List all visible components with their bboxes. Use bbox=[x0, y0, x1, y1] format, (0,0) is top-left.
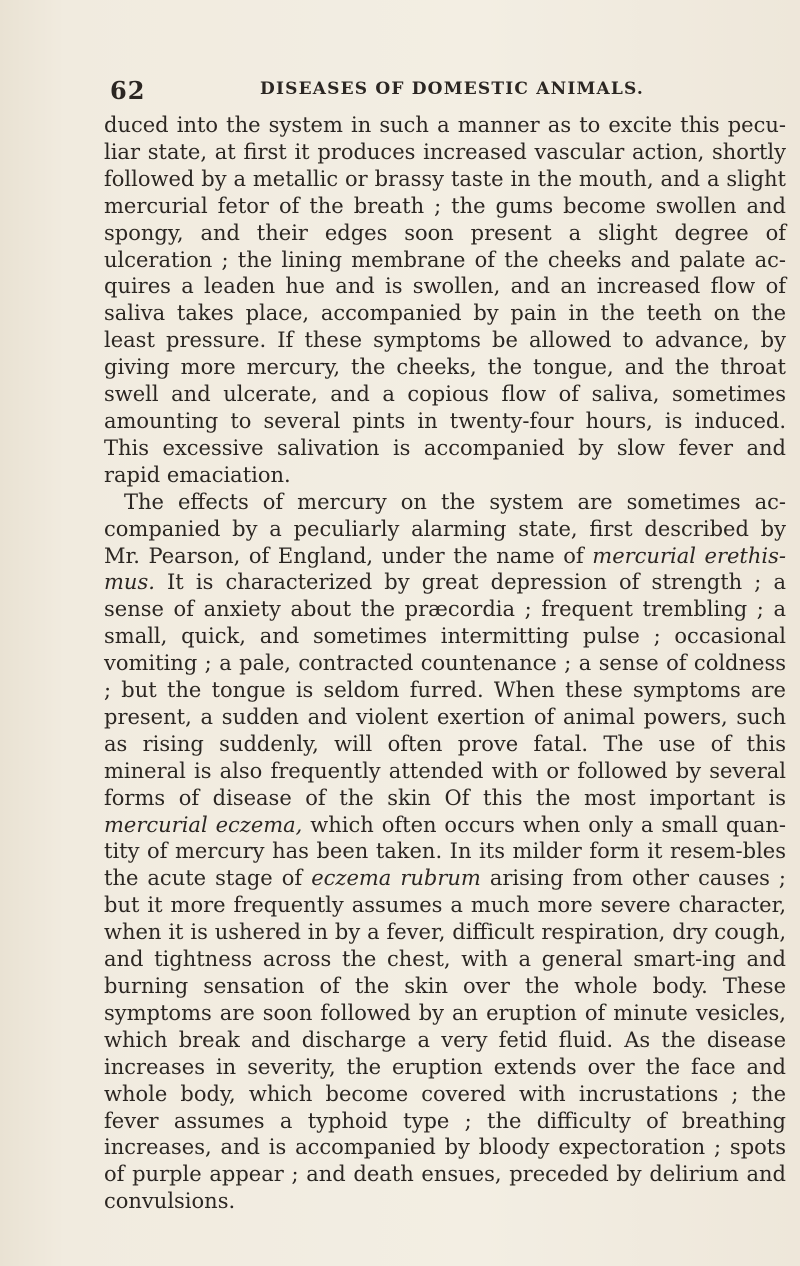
italic-term: mercurial erethis-mus. bbox=[104, 543, 786, 595]
text-segment: which often occurs when only a small quan-tity of mercury has been taken. In its milder form it resem-bles the acute stage of bbox=[104, 812, 786, 891]
page-number: 62 bbox=[110, 76, 146, 105]
body-text bbox=[104, 112, 786, 1215]
text-segment: arising from other causes ; but it more frequently assumes a much more severe character, when it is ushered in by a fever, difficult respiration, dry cough, and tightness across the chest, with a general smart-ing and burning sensation of the skin over the whole body. These symptoms are soon followed by an eruption of minute vesicles, which break and discharge a very fetid fluid. As the disease increases in severity, the eruption extends over the face and whole body, which become covered with incrustations ; the fever assumes a typhoid type ; the difficulty of breathing increases, and is accompanied by bloody expectoration ; spots of purple appear ; and death ensues, preceded by delirium and convulsions. bbox=[104, 866, 786, 1214]
running-head: DISEASES OF DOMESTIC ANIMALS. bbox=[260, 79, 645, 99]
italic-term: mercurial eczema, bbox=[104, 812, 303, 837]
italic-term: eczema rubrum bbox=[311, 866, 481, 891]
page-header bbox=[110, 76, 750, 106]
text-segment: The effects of mercury on the system are sometimes ac-companied by a peculiarly alarming state, first described by Mr. Pearson, of England, under the name of bbox=[104, 489, 786, 568]
text-segment: It is characterized by great depression of strength ; a sense of anxiety about the præcordia ; frequent trembling ; a small, quick, and sometimes intermitting pulse ; occasional vomiting ; a pale, contracted countenance ; a sense of coldness ; but the tongue is seldom furred. When these symptoms are present, a sudden and violent exertion of animal powers, such as rising suddenly, will often prove fatal. The use of this mineral is also frequently attended with or followed by several forms of disease of the skin Of this the most important is bbox=[104, 570, 786, 810]
paragraph bbox=[104, 489, 786, 1215]
text-segment: duced into the system in such a manner as to excite this pecu-liar state, at first it produces increased vascular action, shortly followed by a metallic or brassy taste in the mouth, and a slight mercurial fetor of the breath ; the gums become swollen and spongy, and their edges soon present a slight degree of ulceration ; the lining membrane of the cheeks and palate ac-quires a leaden hue and is swollen, and an increased flow of saliva takes place, accompanied by pain in the teeth on the least pressure. If these symptoms be allowed to advance, by giving more mercury, the cheeks, the tongue, and the throat swell and ulcerate, and a copious flow of saliva, sometimes amounting to several pints in twenty-four hours, is induced. This excessive salivation is accompanied by slow fever and rapid emaciation. bbox=[104, 113, 786, 487]
paragraph bbox=[104, 112, 786, 489]
